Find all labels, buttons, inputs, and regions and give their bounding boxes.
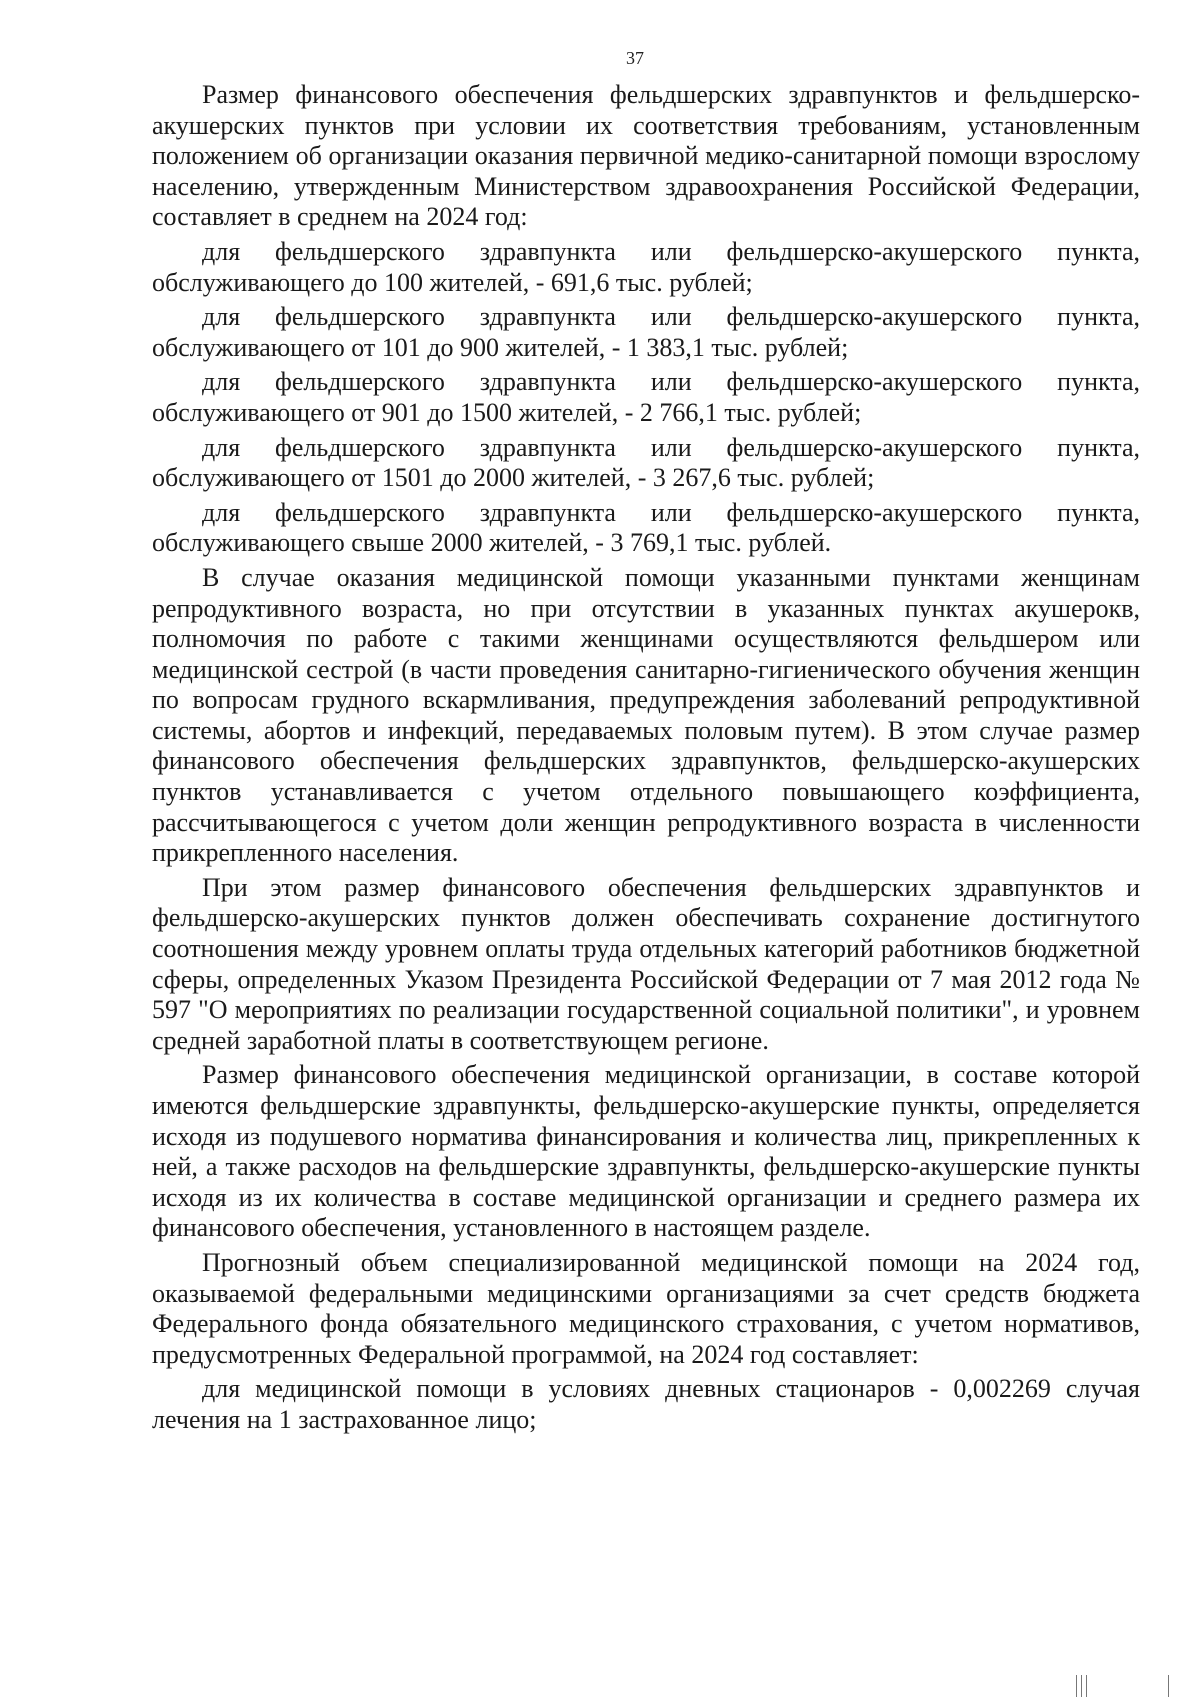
scan-artifact [1086, 1675, 1087, 1697]
page-number: 37 [626, 48, 644, 68]
list-item-1501-2000: для фельдшерского здравпункта или фельдшерско-акушерского пункта, обслуживающего от 1501 до 2000 жителей, - 3 267,6 тыс. рублей; [152, 432, 1140, 493]
paragraph-organization-funding: Размер финансового обеспечения медицинской организации, в составе которой имеются фельдшерские здравпункты, фельдшерско-акушерские пункты, определяется исходя из подушевого норматива финансирования и количества лиц, прикрепленных к ней, а также расходов на фельдшерские здравпункты, фельдшерско-акушерские пункты исходя из их количества в составе медицинской организации и среднего размера их финансового обеспечения, установленного в настоящем разделе. [152, 1060, 1140, 1243]
scan-artifact [1168, 1675, 1169, 1697]
list-item-901-1500: для фельдшерского здравпункта или фельдшерско-акушерского пункта, обслуживающего от 901 до 1500 жителей, - 2 766,1 тыс. рублей; [152, 367, 1140, 427]
list-item-over-2000: для фельдшерского здравпункта или фельдшерско-акушерского пункта, обслуживающего свыше 2000 жителей, - 3 769,1 тыс. рублей. [152, 497, 1140, 558]
paragraph-salary-ratio: При этом размер финансового обеспечения фельдшерских здравпунктов и фельдшерско-акушерских пунктов должен обеспечивать сохранение достигнутого соотношения между уровнем оплаты труда отдельных категорий работников бюджетной сферы, определенных Указом Президента Российской Федерации от 7 мая 2012 года № 597 "О мероприятиях по реализации государственной социальной политики", и уровнем средней заработной платы в соответствующем регионе. [152, 872, 1140, 1055]
list-item-day-hospital: для медицинской помощи в условиях дневных стационаров - 0,002269 случая лечения на 1 застрахованное лицо; [152, 1374, 1140, 1434]
paragraph-reproductive-age: В случае оказания медицинской помощи указанными пунктами женщинам репродуктивного возраста, но при отсутствии в указанных пунктах акушерокв, полномочия по работе с такими женщинами осуществляются фельдшером или медицинской сестрой (в части проведения санитарно-гигиенического обучения женщин по вопросам грудного вскармливания, предупреждения заболеваний репродуктивной системы, абортов и инфекций, передаваемых половым путем). В этом случае размер финансового обеспечения фельдшерских здравпунктов, фельдшерско-акушерских пунктов устанавливается с учетом отдельного повышающего коэффициента, рассчитывающегося с учетом доли женщин репродуктивного возраста в численности прикрепленного населения. [152, 562, 1140, 868]
list-item-101-900: для фельдшерского здравпункта или фельдшерско-акушерского пункта, обслуживающего от 101 до 900 жителей, - 1 383,1 тыс. рублей; [152, 302, 1140, 362]
paragraph-ffap-funding-intro: Размер финансового обеспечения фельдшерских здравпунктов и фельдшерско-акушерских пунктов при условии их соответствия требованиям, установленным положением об организации оказания первичной медико-санитарной помощи взрослому населению, утвержденным Министерством здравоохранения Российской Федерации, составляет в среднем на 2024 год: [152, 80, 1140, 232]
paragraph-forecast-volume: Прогнозный объем специализированной медицинской помощи на 2024 год, оказываемой федеральными медицинскими организациями за счет средств бюджета Федерального фонда обязательного медицинского страхования, с учетом нормативов, предусмотренных Федеральной программой, на 2024 год составляет: [152, 1247, 1140, 1369]
scan-artifact [1076, 1675, 1077, 1697]
scan-artifact [1081, 1675, 1082, 1697]
list-item-up-to-100: для фельдшерского здравпункта или фельдшерско-акушерского пункта, обслуживающего до 100 жителей, - 691,6 тыс. рублей; [152, 236, 1140, 297]
document-body [152, 80, 1140, 1436]
